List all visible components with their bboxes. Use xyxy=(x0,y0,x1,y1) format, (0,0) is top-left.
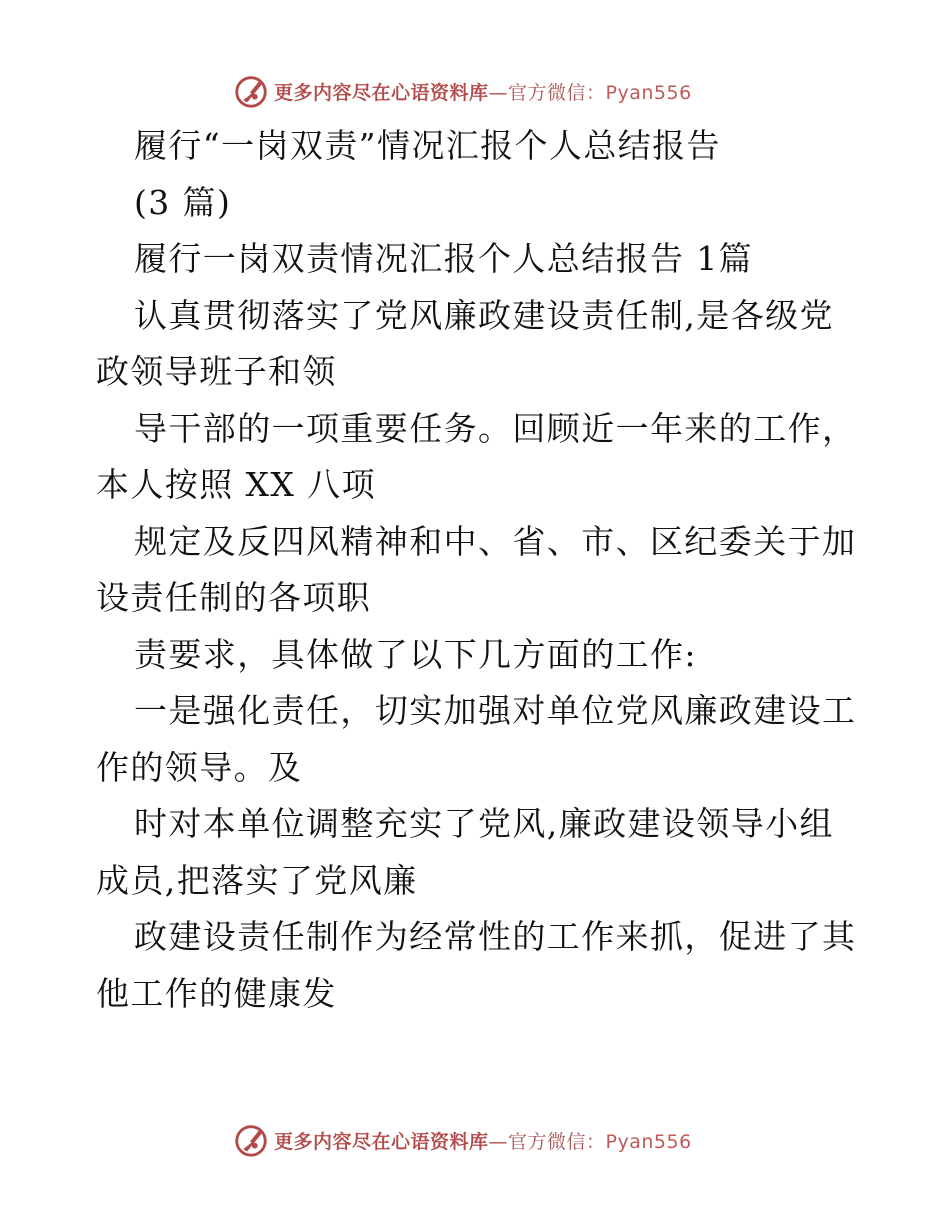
quill-seal-icon xyxy=(232,1121,270,1159)
watermark-id: Pyan556 xyxy=(605,81,692,104)
body-line: 政领导班子和领 xyxy=(96,352,337,391)
body-line: 一是强化责任，切实加强对单位党风廉政建设工 xyxy=(134,691,857,730)
body-line: 责要求，具体做了以下几方面的工作: xyxy=(134,634,697,674)
watermark-text xyxy=(274,78,692,105)
body-line: 作的领导。及 xyxy=(96,747,303,787)
body-line: 导干部的一项重要任务。回顾近一年来的工作， xyxy=(134,408,857,448)
body-line: 成员,把落实了党风廉 xyxy=(96,860,418,900)
watermark-dash: — xyxy=(488,1130,509,1153)
document-subtitle: (3 篇) xyxy=(134,182,232,222)
watermark-text xyxy=(274,1127,692,1154)
section-heading: 履行一岗双责情况汇报个人总结报告 1篇 xyxy=(134,239,754,278)
body-line: 本人按照 XX 八项 xyxy=(96,465,376,504)
body-line: 政建设责任制作为经常性的工作来抓，促进了其 xyxy=(134,917,857,956)
body-line: 规定及反四风精神和中、省、市、区纪委关于加 xyxy=(134,521,857,561)
body-line: 认真贯彻落实了党风廉政建设责任制,是各级党 xyxy=(134,295,834,335)
watermark-label: 官方微信： xyxy=(508,81,606,104)
body-line: 设责任制的各项职 xyxy=(96,578,372,617)
quill-seal-icon xyxy=(232,72,270,110)
body-line: 时对本单位调整充实了党风,廉政建设领导小组 xyxy=(134,804,834,843)
body-line: 他工作的健康发 xyxy=(96,973,337,1013)
watermark-label: 官方微信： xyxy=(508,1130,606,1153)
watermark-id: Pyan556 xyxy=(605,1130,692,1153)
watermark-main: 更多内容尽在心语资料库 xyxy=(274,81,489,104)
watermark-dash: — xyxy=(488,81,509,104)
watermark-main: 更多内容尽在心语资料库 xyxy=(274,1130,489,1153)
document-body xyxy=(96,118,876,1022)
watermark-footer xyxy=(232,1120,692,1160)
watermark-header xyxy=(232,71,692,111)
document-title: 履行“一岗双责”情况汇报个人总结报告 xyxy=(134,126,721,165)
